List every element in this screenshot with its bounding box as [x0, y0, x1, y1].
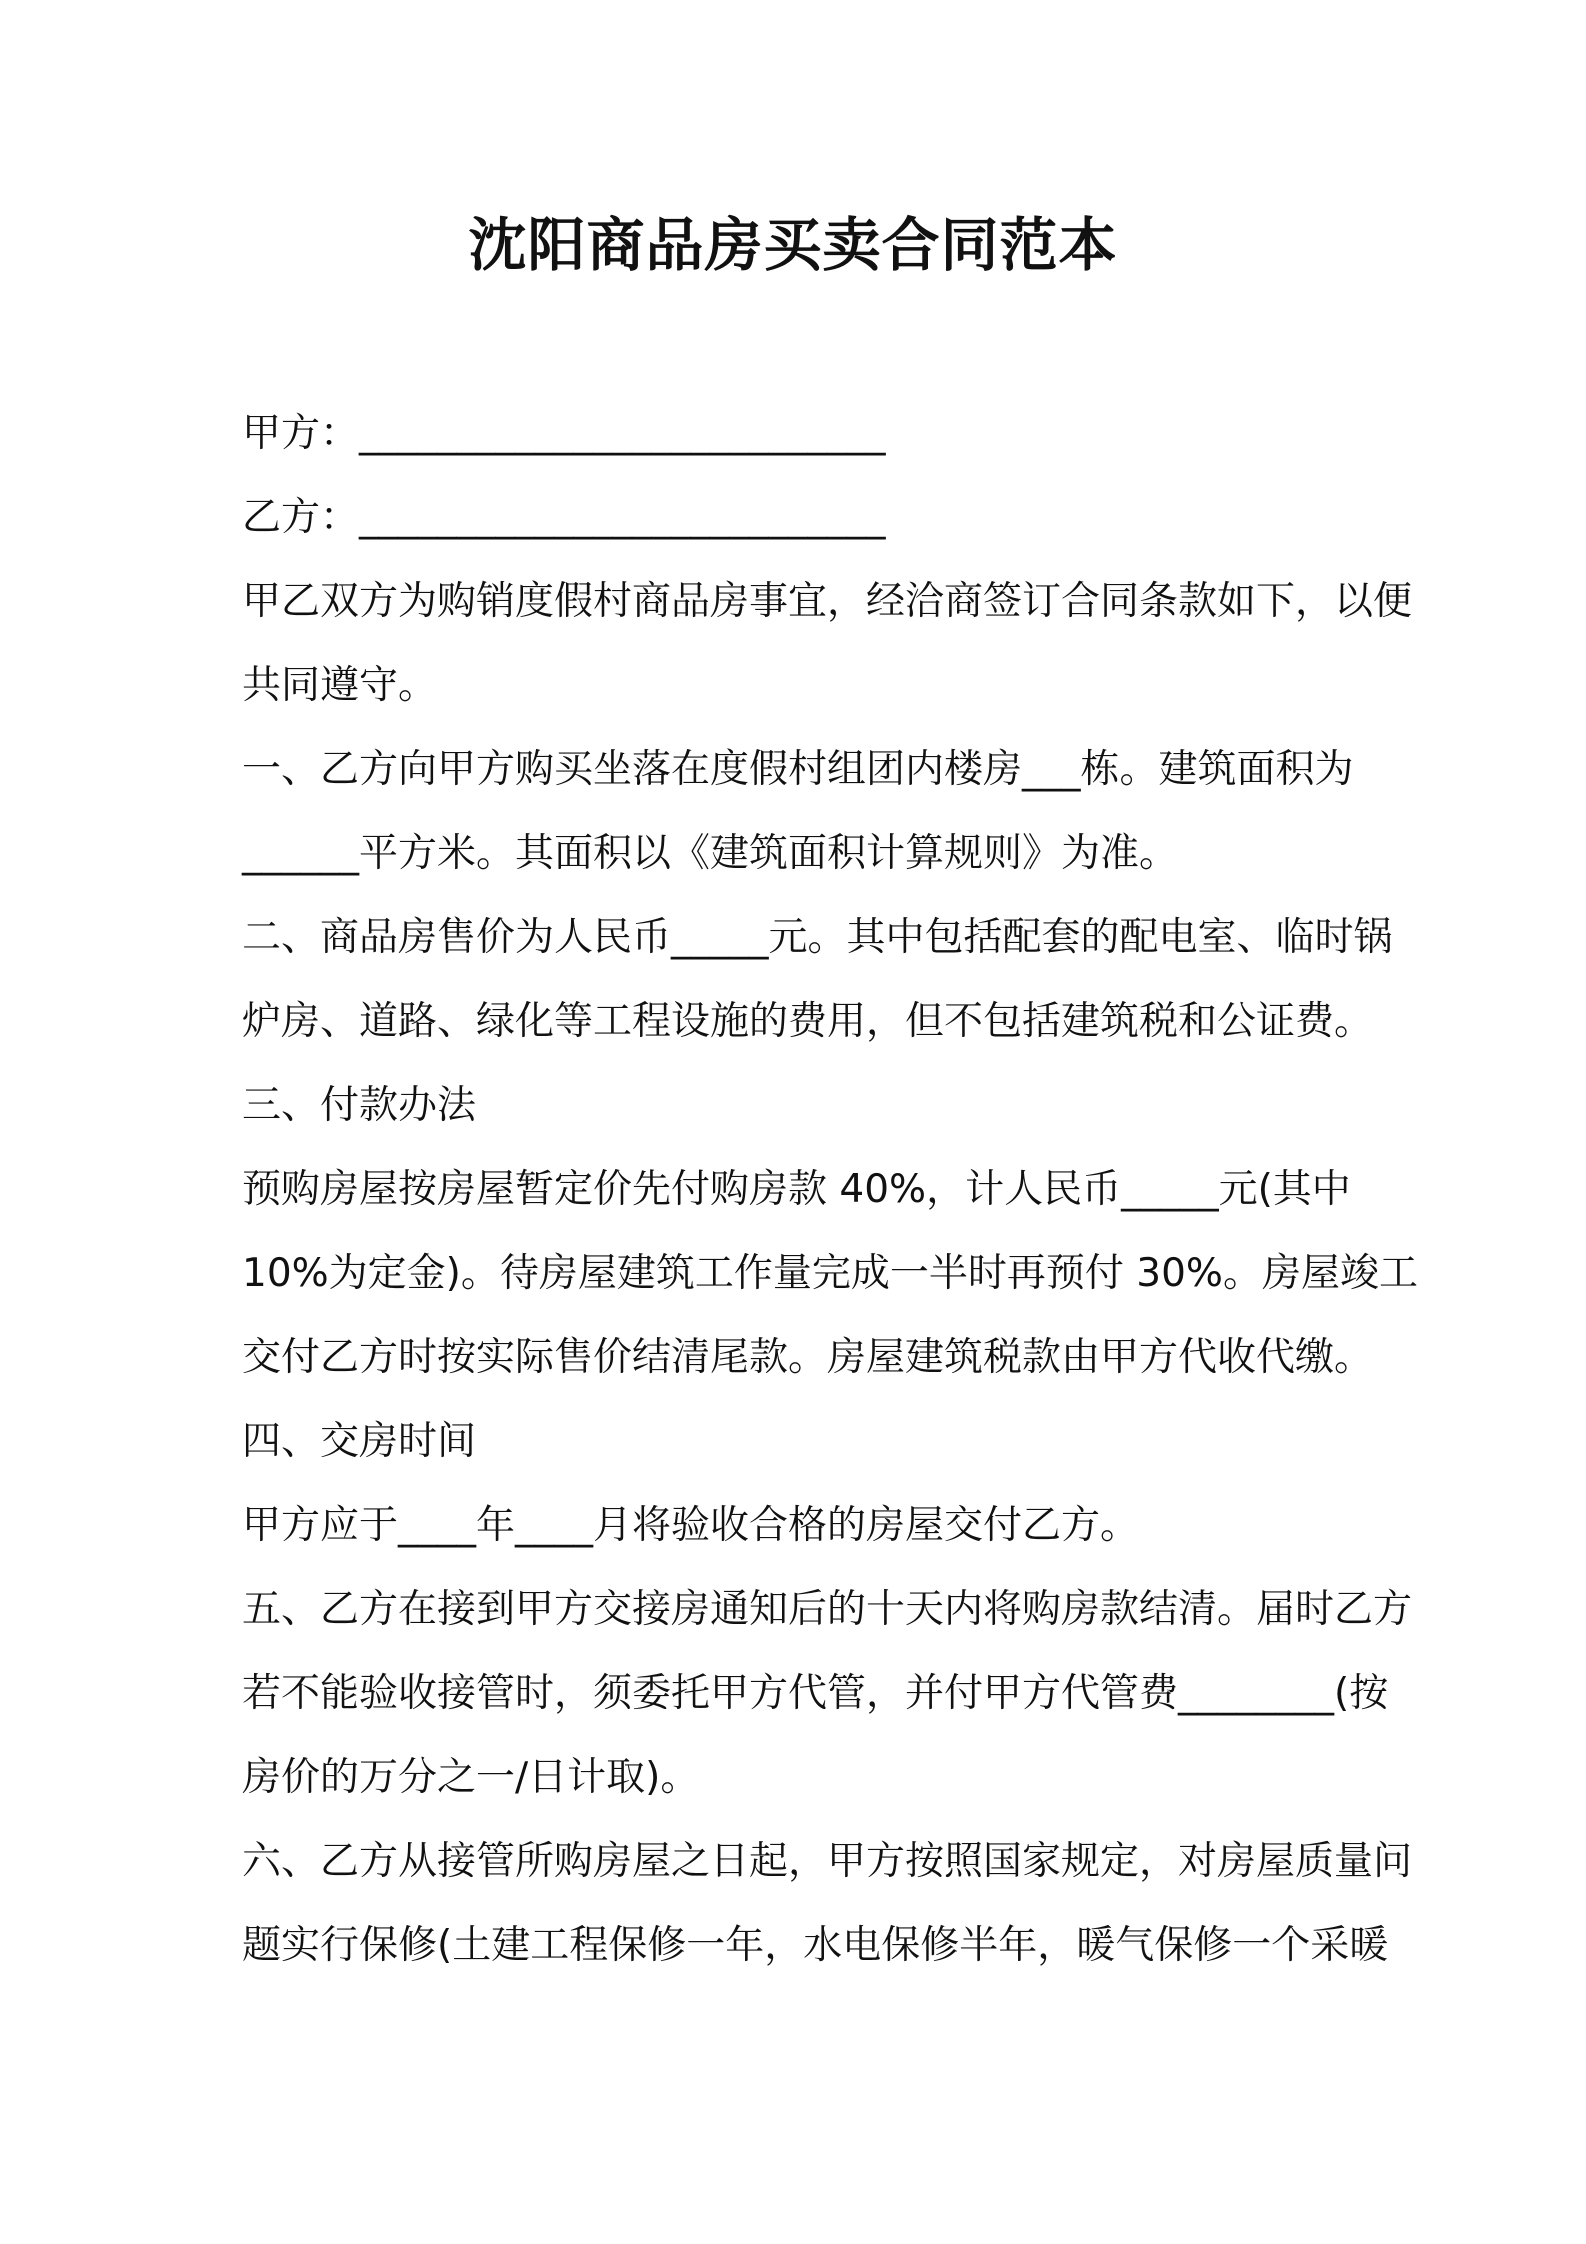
clause-4-line-1: 甲方应于____年____月将验收合格的房屋交付乙方。: [242, 1503, 1140, 1548]
clause-6-line-2: 题实行保修(土建工程保修一年，水电保修半年，暖气保修一个采暖: [242, 1923, 1389, 1968]
clause-1-line-1: 一、乙方向甲方购买坐落在度假村组团内楼房___栋。建筑面积为: [242, 747, 1354, 792]
clause-3-heading: 三、付款办法: [242, 1083, 477, 1128]
clause-2-line-1: 二、商品房售价为人民币_____元。其中包括配套的配电室、临时锅: [242, 915, 1393, 960]
preamble-line-1: 甲乙双方为购销度假村商品房事宜，经洽商签订合同条款如下，以便: [242, 579, 1413, 624]
clause-5-line-2: 若不能验收接管时，须委托甲方代管，并付甲方代管费________(按: [242, 1671, 1389, 1716]
clause-3-line-1: 预购房屋按房屋暂定价先付购房款 40%，计人民币_____元(其中: [242, 1167, 1351, 1212]
clause-2-line-2: 炉房、道路、绿化等工程设施的费用，但不包括建筑税和公证费。: [242, 999, 1374, 1044]
party-b-line: 乙方：___________________________: [242, 495, 886, 540]
clause-3-line-3: 交付乙方时按实际售价结清尾款。房屋建筑税款由甲方代收代缴。: [242, 1335, 1374, 1380]
party-a-line: 甲方：___________________________: [242, 411, 886, 456]
document-title: 沈阳商品房买卖合同范本: [468, 211, 1118, 279]
clause-5-line-1: 五、乙方在接到甲方交接房通知后的十天内将购房款结清。届时乙方: [242, 1587, 1413, 1632]
clause-6-line-1: 六、乙方从接管所购房屋之日起，甲方按照国家规定，对房屋质量问: [242, 1839, 1413, 1884]
contract-body: [242, 392, 1418, 1988]
preamble-line-2: 共同遵守。: [242, 663, 438, 708]
clause-1-line-2: ______平方米。其面积以《建筑面积计算规则》为准。: [242, 831, 1179, 876]
clause-5-line-3: 房价的万分之一/日计取)。: [242, 1755, 700, 1800]
clause-4-heading: 四、交房时间: [242, 1419, 477, 1464]
clause-3-line-2: 10%为定金)。待房屋建筑工作量完成一半时再预付 30%。房屋竣工: [242, 1251, 1418, 1296]
